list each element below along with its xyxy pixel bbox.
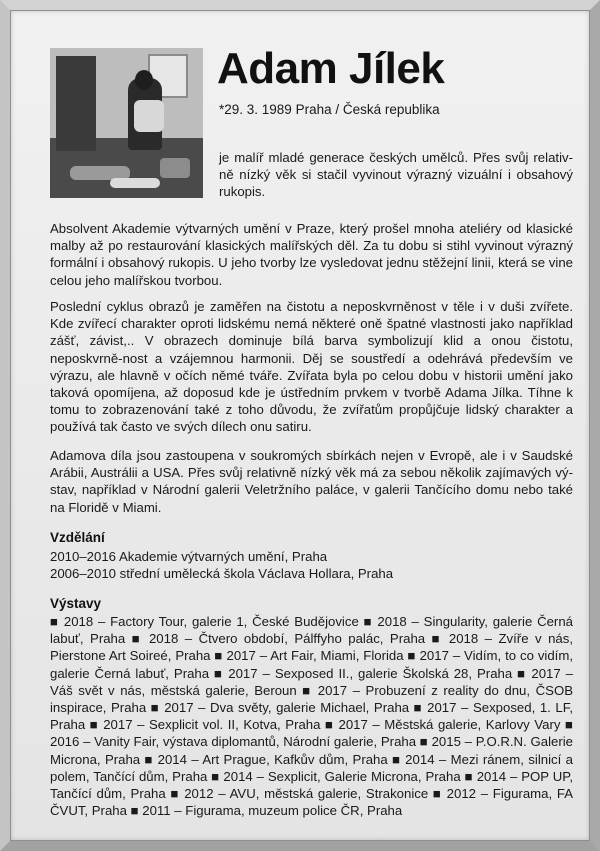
exhibitions-heading: Výstavy [50, 596, 102, 611]
photo-head [135, 70, 153, 90]
artist-name: Adam Jílek [217, 44, 445, 93]
education-heading: Vzdělání [50, 530, 105, 545]
education-item: 2006–2010 střední umělecká škola Václava Hollara, Praha [50, 566, 394, 581]
artist-birth: *29. 3. 1989 Praha / Česká republika [219, 102, 440, 117]
bio-paragraph: Adamova díla jsou zastoupena v soukromých sbírkách nejen v Evropě, ale i v Saudské Arábii, Austrálii a USA. Přes svůj relativně nízký věk má za sebou několik zajímavých vý-stav, například v Národní galerii Veletržního paláce, v galerii Tančícího domu nebo také na Floridě v Miami. [50, 448, 573, 515]
photo-shirt [134, 100, 164, 132]
artist-photo [50, 48, 203, 198]
education-item: 2010–2016 Akademie výtvarných umění, Praha [50, 549, 328, 564]
photo-canvas [56, 56, 96, 151]
bio-paragraph: Poslední cyklus obrazů je zaměřen na čistotu a neposkvrněnost v těle i v duši zvířete. Kde zvířecí charakter oproti lidskému nemá některé oně špatné vlastnosti jako například zášť, závist,.. V obrazech dominuje bílá barva symbolizují klid a onou čistotu, neposkvrně-nost a vzájemnou harmonii. Děj se soustředí a odehrává především ve výrazu, ale hlavně v očích němé tváře. Zvířata byla po celou dobu v historii umění jako taková opomíjena, až doposud kde je ústředním prvkem v tvorbě Adama Jílka. Tíhne k tomu to zobrazenování také z toho důvodu, že zvířatům propůjčuje lidský charakter a používá tak často ve svých dílech onu satiru. [50, 299, 573, 435]
bio-paragraph: Absolvent Akademie výtvarných umění v Praze, který prošel mnoha ateliéry od klasické malby až po restaurování klasických malířských děl. Za tu dobu si stihl vyvinout výrazný formální i obsahový rukopis. U jeho tvorby lze vysledovat jednu stěžejní linii, která se vine celou jeho malířskou tvorbou. [50, 221, 573, 288]
exhibitions-list: ■ 2018 – Factory Tour, galerie 1, České Budějovice ■ 2018 – Singularity, galerie Černá labuť, Praha ■ 2018 – Čtvero období, Pálffyho palác, Praha ■ 2018 – Zvíře v nás, Pierstone Art Soireé, Praha ■ 2017 – Art Fair, Miami, Florida ■ 2017 – Vidím, to co vidím, galerie Černá labuť, Praha ■ 2017 – Sexposed II., galerie Školská 28, Praha ■ 2017 – Váš svět v nás, městská galerie, Beroun ■ 2017 – Probuzení z reality do dnu, ČSOB inspirace, Praha ■ 2017 – Dva světy, galerie Michael, Praha ■ 2017 – Sexposed, 1. LF, Praha ■ 2017 – Sexplicit vol. II, Kotva, Praha ■ 2017 – Městská galerie, Karlovy Vary ■ 2016 – Vanity Fair, výstava diplomantů, Národní galerie, Praha ■ 2015 – P.O.R.N. Galerie Microna, Praha ■ 2014 – Art Prague, Kafkův dům, Praha ■ 2014 – Mezi ránem, silnicí a polem, Tančící dům, Praha ■ 2014 – Sexplicit, Galerie Microna, Praha ■ 2014 – POP UP, Tančící dům, Praha ■ 2012 – AVU, městská galerie, Strakonice ■ 2012 – Figurama, FA ČVUT, Praha ■ 2011 – Figurama, muzeum police ČR, Praha [50, 614, 573, 819]
photo-paint [160, 158, 190, 178]
photo-paint [110, 178, 160, 188]
education-list [50, 548, 573, 582]
artist-intro: je malíř mladé generace českých umělců. Přes svůj relativ-ně nízký věk si stačil vyvinout výrazný vizuální i obsahový rukopis. [219, 150, 573, 199]
